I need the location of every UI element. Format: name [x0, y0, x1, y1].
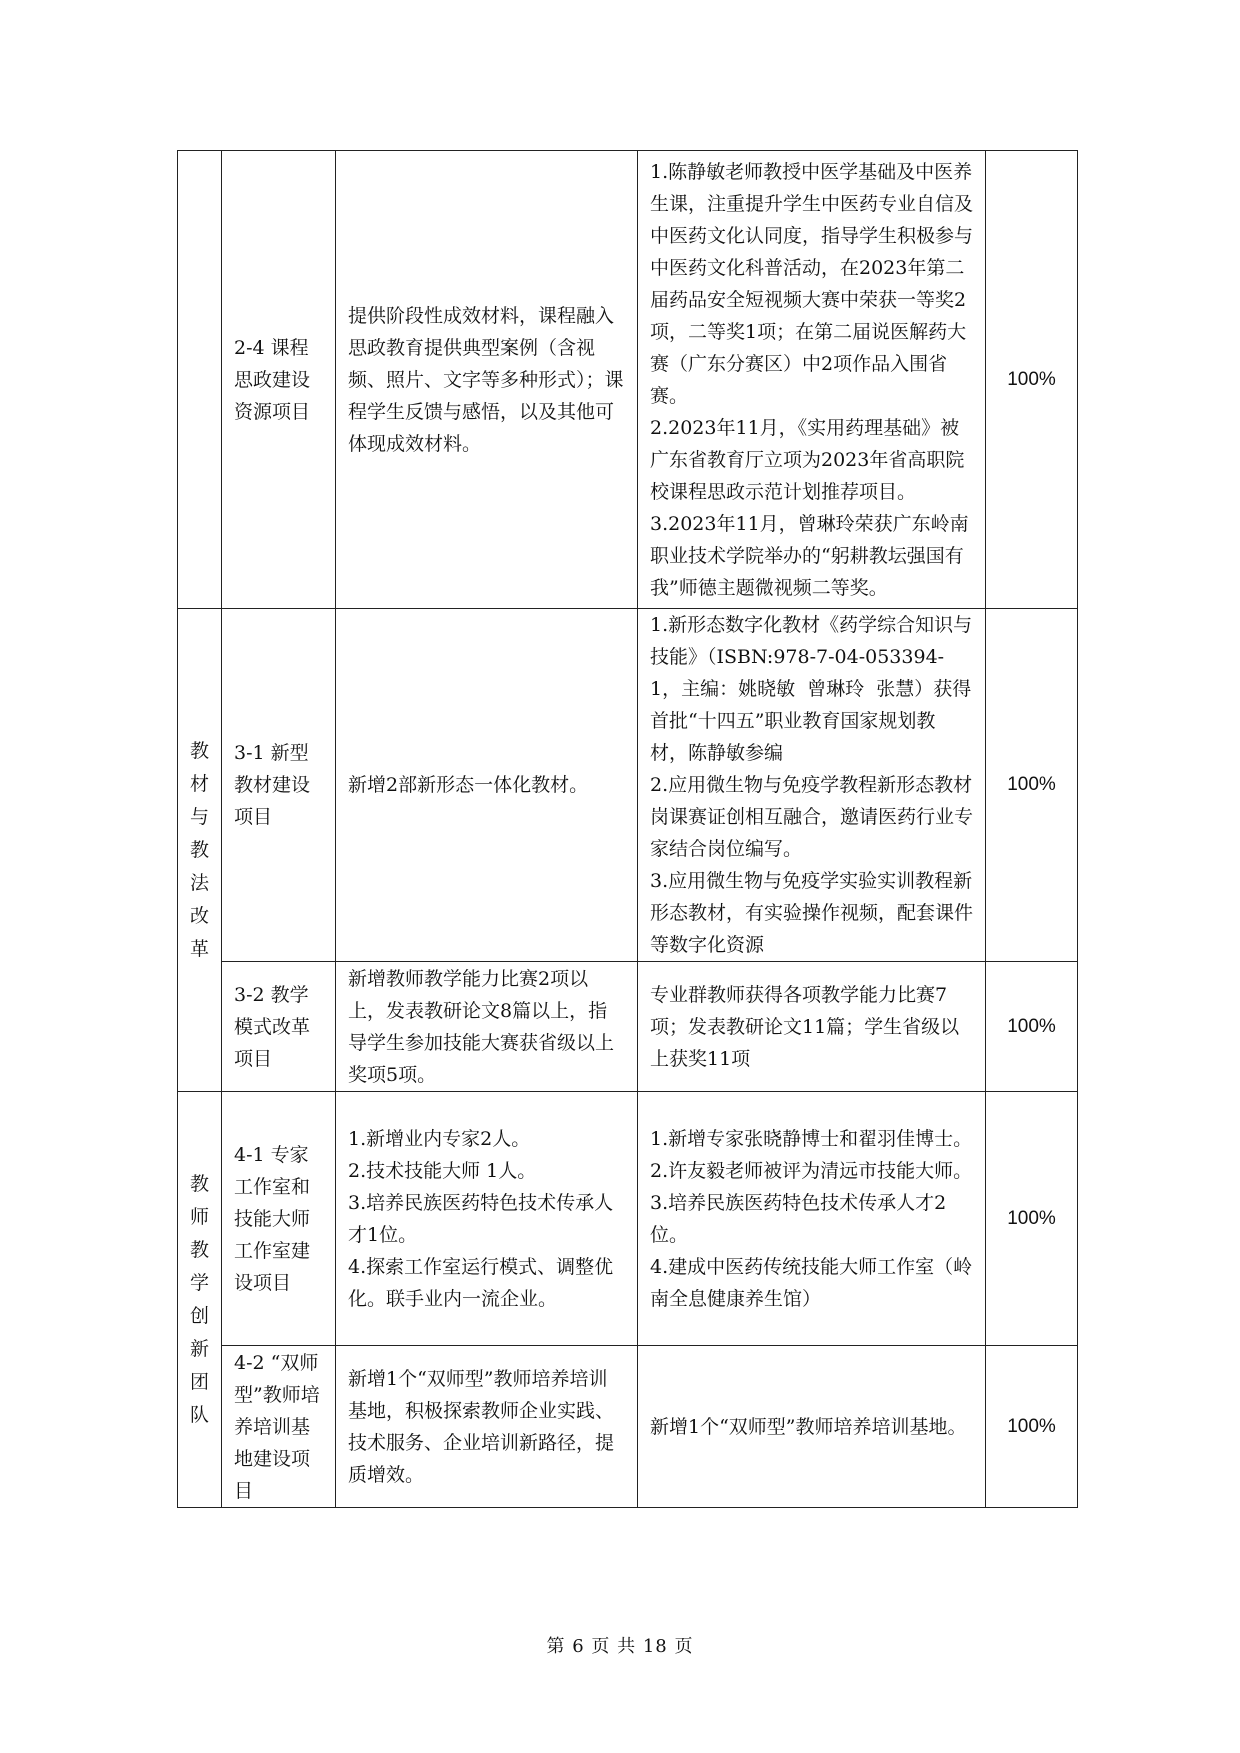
target-line: 1.新增业内专家2人。: [348, 1127, 531, 1150]
target-line: 4.探索工作室运行模式、调整优化。联手业内一流企业。: [348, 1255, 614, 1310]
page-footer: 第 6 页 共 18 页: [546, 1636, 694, 1657]
item-name-cell: 4-1 专家工作室和技能大师工作室建设项目: [222, 1092, 336, 1346]
result-cell: [638, 1092, 986, 1346]
target-line: 2.技术技能大师 1人。: [348, 1159, 537, 1182]
completion-rate: 100%: [986, 1092, 1078, 1346]
result-line: 3.应用微生物与免疫学实验实训教程新形态教材，有实验操作视频，配套课件等数字化资源: [650, 870, 974, 956]
item-name-cell: 2-4 课程思政建设资源项目: [222, 151, 336, 609]
target-cell: 新增教师教学能力比赛2项以上，发表教研论文8篇以上，指导学生参加技能大赛获省级以上奖项5项。: [336, 962, 638, 1092]
table-row: [178, 1092, 1078, 1346]
result-cell: [638, 609, 986, 962]
result-cell: 专业群教师获得各项教学能力比赛7项；发表教研论文11篇；学生省级以上获奖11项: [638, 962, 986, 1092]
table-row: [178, 962, 1078, 1092]
target-line: 3.培养民族医药特色技术传承人才1位。: [348, 1191, 614, 1246]
category-label: 教材与教法改革: [189, 739, 209, 960]
result-line: 2.2023年11月，《实用药理基础》被广东省教育厅立项为2023年省高职院校课程思政示范计划推荐项目。: [650, 416, 965, 503]
table-row: [178, 1346, 1078, 1508]
completion-rate: 100%: [986, 151, 1078, 609]
table-row: [178, 609, 1078, 962]
result-line: 1.陈静敏老师教授中医学基础及中医养生课，注重提升学生中医药专业自信及中医药文化认同度，指导学生积极参与中医药文化科普活动，在2023年第二届药品安全短视频大赛中荣获一等奖2项，二等奖1项；在第二届说医解药大赛（广东分赛区）中2项作品入围省赛。: [650, 160, 974, 407]
result-line: 2.许友毅老师被评为清远市技能大师。: [650, 1159, 973, 1182]
target-cell: [336, 1092, 638, 1346]
completion-rate: 100%: [986, 1346, 1078, 1508]
completion-rate: 100%: [986, 962, 1078, 1092]
result-line: 3.培养民族医药特色技术传承人才2位。: [650, 1191, 947, 1246]
category-cell: [178, 609, 222, 1092]
result-line: 4.建成中医药传统技能大师工作室（岭南全息健康养生馆）: [650, 1255, 973, 1310]
category-cell: [178, 1092, 222, 1508]
result-line: 1.新形态数字化教材《药学综合知识与技能》（ISBN:978-7-04-053394-1，主编：姚晓敏 曾琳玲 张慧）获得首批“十四五”职业教育国家规划教材，陈静敏参编: [650, 614, 973, 764]
target-cell: 提供阶段性成效材料，课程融入思政教育提供典型案例（含视频、照片、文字等多种形式）；课程学生反馈与感悟，以及其他可体现成效材料。: [336, 151, 638, 609]
item-name-cell: 3-2 教学模式改革项目: [222, 962, 336, 1092]
result-cell: [638, 151, 986, 609]
result-line: 2.应用微生物与免疫学教程新形态教材岗课赛证创相互融合，邀请医药行业专家结合岗位编写。: [650, 774, 974, 860]
item-name-cell: 3-1 新型教材建设项目: [222, 609, 336, 962]
target-cell: 新增1个“双师型”教师培养培训基地，积极探索教师企业实践、技术服务、企业培训新路径，提质增效。: [336, 1346, 638, 1508]
table-row: [178, 151, 1078, 609]
project-progress-table: [177, 150, 1078, 1508]
result-line: 1.新增专家张晓静博士和翟羽佳博士。: [650, 1127, 973, 1150]
category-label: 教师教学创新团队: [189, 1172, 209, 1426]
result-cell: 新增1个“双师型”教师培养培训基地。: [638, 1346, 986, 1508]
completion-rate: 100%: [986, 609, 1078, 962]
category-cell-continued: [178, 151, 222, 609]
result-line: 3.2023年11月，曾琳玲荣获广东岭南职业技术学院举办的“躬耕教坛强国有我”师德主题微视频二等奖。: [650, 512, 969, 599]
item-name-cell: 4-2 “双师型”教师培养培训基地建设项目: [222, 1346, 336, 1508]
target-cell: 新增2部新形态一体化教材。: [336, 609, 638, 962]
